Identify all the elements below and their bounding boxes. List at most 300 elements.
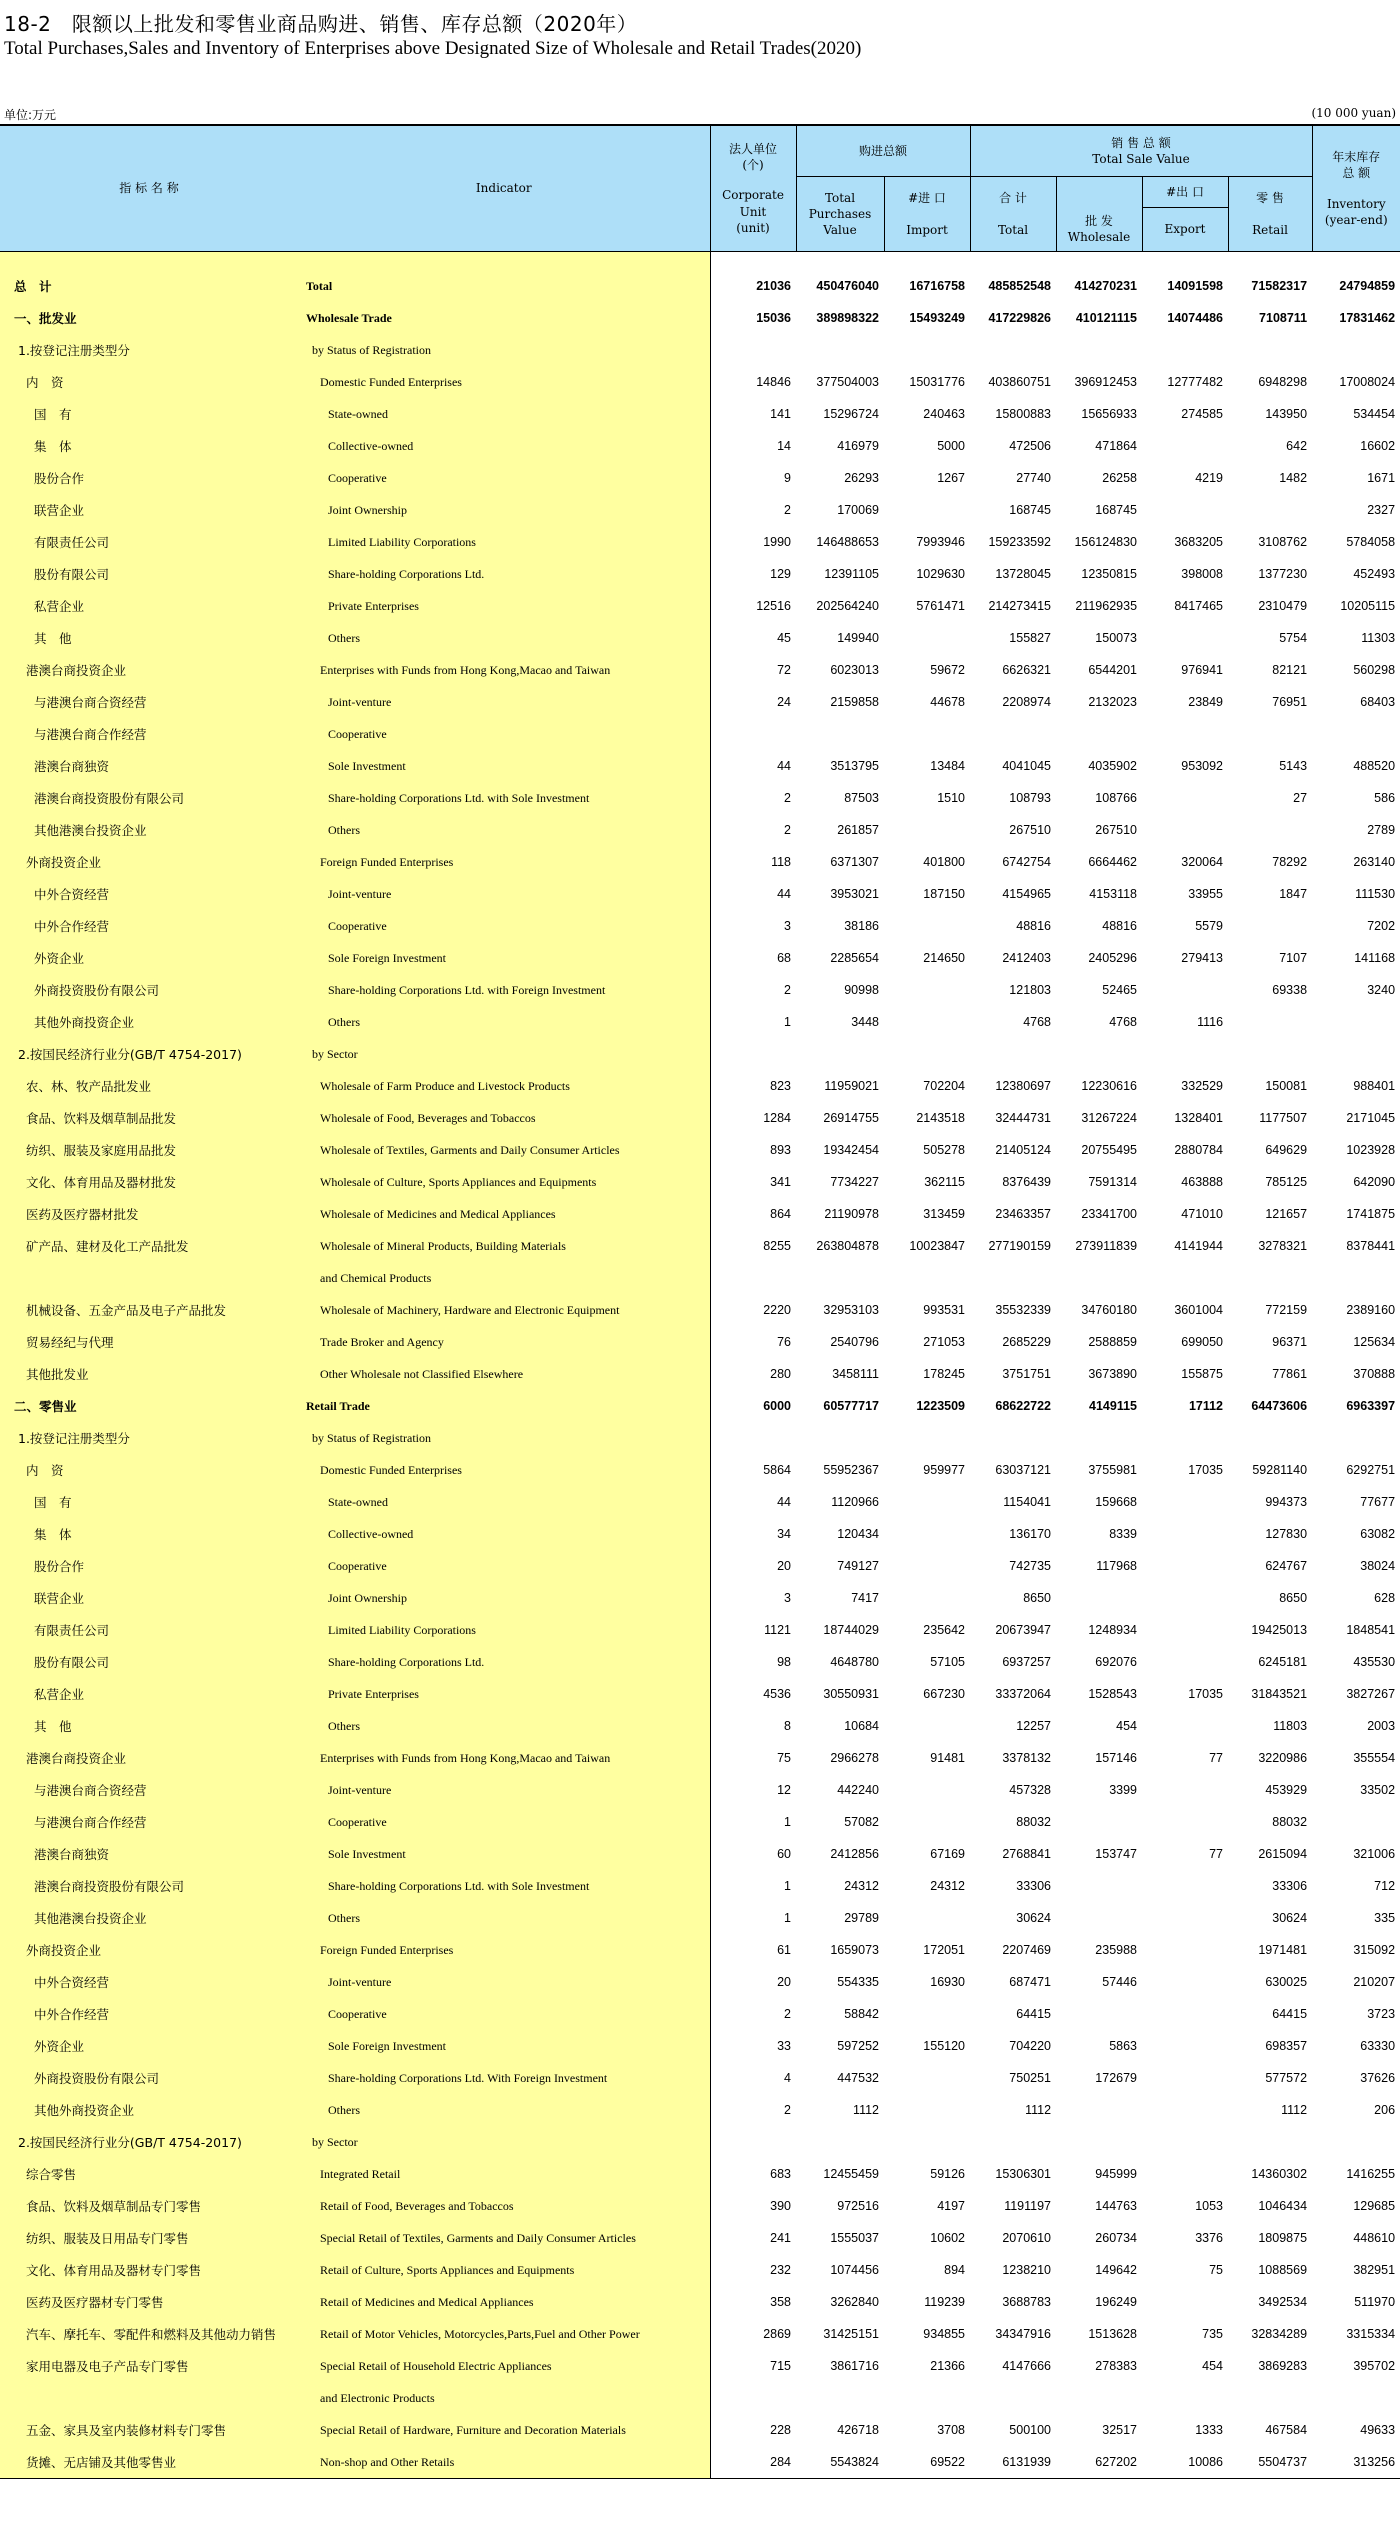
cell-export: 471010	[1181, 1207, 1224, 1221]
table-row	[0, 942, 1400, 974]
cell-purchases-total: 554335	[837, 1975, 879, 1989]
table-row	[0, 494, 1400, 526]
cell-import: 178245	[923, 1367, 966, 1381]
header-sales-cn: 销 售 总 额	[1111, 135, 1171, 150]
cell-export	[1142, 2030, 1228, 2062]
cell-retail: 19425013	[1251, 1623, 1308, 1637]
cell-export: 2880784	[1174, 1143, 1224, 1157]
indicator-cn: 货摊、无店铺及其他零售业	[0, 2446, 298, 2479]
table-row	[0, 1742, 1400, 1774]
cell-retail: 69338	[1272, 983, 1308, 997]
cell-inventory: 1741875	[1346, 1207, 1396, 1221]
cell-inventory: 210207	[1353, 1975, 1396, 1989]
cell-wholesale: 7591314	[1088, 1175, 1138, 1189]
cell-wholesale: 211962935	[1075, 599, 1138, 613]
indicator-cn: 2.按国民经济行业分(GB/T 4754-2017)	[0, 2126, 298, 2158]
table-row	[0, 526, 1400, 558]
cell-retail	[1228, 1038, 1312, 1070]
indicator-cn: 2.按国民经济行业分(GB/T 4754-2017)	[0, 1038, 298, 1070]
indicator-en: Share-holding Corporations Ltd. With Foreign Investment	[298, 2062, 710, 2094]
cell-import	[884, 334, 970, 366]
indicator-en: Foreign Funded Enterprises	[298, 1934, 710, 1966]
cell-corporate-unit: 284	[710, 2446, 796, 2479]
cell-purchases-total: 2966278	[830, 1751, 879, 1765]
cell-sales-total: 15800883	[995, 407, 1052, 421]
cell-corporate-unit: 280	[710, 1358, 796, 1390]
cell-import	[884, 1550, 970, 1582]
cell-corporate-unit: 98	[710, 1646, 796, 1678]
cell-wholesale: 48816	[1102, 919, 1138, 933]
indicator-cn: 内 资	[0, 366, 298, 398]
cell-import	[884, 1262, 970, 1294]
cell-retail: 1377230	[1258, 567, 1308, 581]
cell-export: 463888	[1181, 1175, 1224, 1189]
cell-corporate-unit: 20	[710, 1550, 796, 1582]
cell-retail	[1228, 718, 1312, 750]
indicator-cn: 内 资	[0, 1454, 298, 1486]
cell-wholesale: 2588859	[1088, 1335, 1138, 1349]
cell-inventory: 17831462	[1339, 311, 1396, 325]
cell-import: 959977	[923, 1463, 966, 1477]
cell-export	[1142, 334, 1228, 366]
cell-import: 67169	[930, 1847, 966, 1861]
cell-wholesale: 196249	[1095, 2295, 1138, 2309]
cell-import	[884, 1806, 970, 1838]
indicator-cn: 股份有限公司	[0, 558, 298, 590]
cell-inventory: 1023928	[1346, 1143, 1396, 1157]
indicator-cn: 其他港澳台投资企业	[0, 814, 298, 846]
cell-export: 17035	[1188, 1687, 1224, 1701]
cell-corporate-unit: 232	[710, 2254, 796, 2286]
table-row	[0, 1102, 1400, 1134]
cell-purchases-total: 19342454	[823, 1143, 879, 1157]
cell-purchases-total: 447532	[837, 2071, 879, 2085]
cell-corporate-unit: 2	[710, 494, 796, 526]
cell-inventory: 452493	[1353, 567, 1396, 581]
cell-sales-total	[970, 1262, 1056, 1294]
cell-export	[1142, 494, 1228, 526]
table-row	[0, 462, 1400, 494]
cell-sales-total: 30624	[1016, 1911, 1052, 1925]
cell-retail: 127830	[1265, 1527, 1308, 1541]
cell-import	[884, 1518, 970, 1550]
indicator-cn: 外商投资股份有限公司	[0, 2062, 298, 2094]
cell-inventory: 38024	[1360, 1559, 1396, 1573]
cell-retail: 785125	[1265, 1175, 1308, 1189]
header-retail: 零 售 Retail	[1228, 177, 1312, 252]
table-row	[0, 846, 1400, 878]
cell-retail: 82121	[1272, 663, 1308, 677]
cell-retail: 2615094	[1258, 1847, 1308, 1861]
cell-sales-total: 21405124	[995, 1143, 1052, 1157]
cell-wholesale: 2132023	[1088, 695, 1138, 709]
cell-purchases-total: 55952367	[823, 1463, 879, 1477]
cell-sales-total: 63037121	[995, 1463, 1052, 1477]
cell-export: 8417465	[1174, 599, 1224, 613]
indicator-cn: 港澳台商投资股份有限公司	[0, 782, 298, 814]
table-row	[0, 1838, 1400, 1870]
cell-sales-total: 12380697	[995, 1079, 1052, 1093]
cell-wholesale: 396912453	[1074, 375, 1138, 389]
cell-wholesale	[1056, 1582, 1142, 1614]
cell-import	[884, 910, 970, 942]
cell-corporate-unit: 4	[710, 2062, 796, 2094]
table-row	[0, 366, 1400, 398]
cell-export: 14074486	[1167, 311, 1224, 325]
cell-retail	[1228, 1422, 1312, 1454]
cell-corporate-unit: 21036	[710, 270, 796, 302]
cell-wholesale: 20755495	[1081, 1143, 1138, 1157]
cell-export: 17035	[1188, 1463, 1224, 1477]
cell-import: 57105	[930, 1655, 966, 1669]
table-row	[0, 1070, 1400, 1102]
cell-import	[884, 1486, 970, 1518]
cell-export: 735	[1202, 2327, 1224, 2341]
cell-export: 3683205	[1174, 535, 1224, 549]
cell-export: 3376	[1195, 2231, 1224, 2245]
indicator-en: Domestic Funded Enterprises	[298, 1454, 710, 1486]
cell-export: 953092	[1181, 759, 1224, 773]
indicator-en: Joint Ownership	[298, 494, 710, 526]
cell-inventory: 2327	[1367, 503, 1396, 517]
cell-import: 16930	[930, 1975, 966, 1989]
cell-import: 235642	[923, 1623, 966, 1637]
indicator-en: Cooperative	[298, 910, 710, 942]
cell-import: 15493249	[909, 311, 966, 325]
cell-import: 240463	[923, 407, 966, 421]
cell-corporate-unit: 6000	[710, 1390, 796, 1422]
cell-sales-total: 1154041	[1003, 1495, 1052, 1509]
cell-wholesale: 26258	[1102, 471, 1138, 485]
cell-export: 320064	[1181, 855, 1224, 869]
header-export-en: Export	[1142, 207, 1228, 252]
cell-wholesale: 235988	[1095, 1943, 1138, 1957]
cell-wholesale	[1056, 2126, 1142, 2158]
indicator-en: Wholesale of Mineral Products, Building Materials	[298, 1230, 710, 1262]
cell-inventory: 313256	[1312, 2446, 1400, 2479]
indicator-cn	[0, 2382, 298, 2414]
cell-corporate-unit: 1121	[710, 1614, 796, 1646]
cell-export: 5579	[1195, 919, 1224, 933]
cell-retail	[1228, 1262, 1312, 1294]
cell-purchases-total: 60577717	[823, 1399, 879, 1413]
cell-sales-total: 1191197	[1004, 2199, 1052, 2213]
cell-purchases-total: 2540796	[830, 1335, 879, 1349]
indicator-en: Cooperative	[298, 718, 710, 750]
indicator-cn: 二、零售业	[0, 1390, 298, 1422]
indicator-en: Enterprises with Funds from Hong Kong,Macao and Taiwan	[298, 654, 710, 686]
cell-wholesale: 6544201	[1088, 663, 1138, 677]
table-title-en: Total Purchases,Sales and Inventory of Enterprises above Designated Size of Wholesale and Retail Trades(2020)	[4, 38, 862, 59]
cell-inventory: 24794859	[1339, 279, 1396, 293]
cell-import: 5000	[937, 439, 966, 453]
cell-import: 271053	[923, 1335, 966, 1349]
table-row	[0, 1678, 1400, 1710]
indicator-en: Retail of Culture, Sports Appliances and Equipments	[298, 2254, 710, 2286]
cell-sales-total: 2070610	[1002, 2231, 1052, 2245]
cell-purchases-total: 3458111	[832, 1367, 879, 1381]
cell-export	[1142, 2062, 1228, 2094]
cell-import	[884, 622, 970, 654]
cell-retail: 33306	[1272, 1879, 1308, 1893]
cell-export: 699050	[1181, 1335, 1224, 1349]
indicator-en: Joint-venture	[298, 686, 710, 718]
table-row	[0, 686, 1400, 718]
cell-sales-total: 8376439	[1002, 1175, 1052, 1189]
cell-sales-total: 15306301	[995, 2167, 1052, 2181]
cell-sales-total	[970, 1038, 1056, 1070]
cell-sales-total: 2207469	[1002, 1943, 1052, 1957]
cell-import: 1223509	[916, 1399, 966, 1413]
cell-inventory: 355554	[1353, 1751, 1396, 1765]
cell-purchases-total: 263804878	[816, 1239, 879, 1253]
cell-wholesale	[1056, 1038, 1142, 1070]
indicator-cn: 集 体	[0, 1518, 298, 1550]
cell-import	[884, 1998, 970, 2030]
table-body	[0, 252, 1400, 2479]
cell-retail: 624767	[1265, 1559, 1308, 1573]
table-row	[0, 1166, 1400, 1198]
indicator-cn: 综合零售	[0, 2158, 298, 2190]
cell-inventory: 315092	[1353, 1943, 1396, 1957]
cell-purchases-total: 3448	[851, 1015, 879, 1029]
cell-sales-total: 4147666	[1002, 2359, 1052, 2373]
indicator-cn: 联营企业	[0, 494, 298, 526]
cell-export	[1142, 2158, 1228, 2190]
cell-purchases-total: 261857	[837, 823, 879, 837]
cell-wholesale	[1056, 1262, 1142, 1294]
cell-retail: 78292	[1272, 855, 1308, 869]
cell-export	[1142, 2094, 1228, 2126]
cell-corporate-unit: 33	[710, 2030, 796, 2062]
cell-retail: 1177507	[1259, 1111, 1308, 1125]
cell-export	[1142, 622, 1228, 654]
cell-corporate-unit: 893	[710, 1134, 796, 1166]
cell-export	[1142, 1614, 1228, 1646]
indicator-en: by Status of Registration	[298, 334, 710, 366]
cell-sales-total: 136170	[1009, 1527, 1052, 1541]
table-row	[0, 1390, 1400, 1422]
cell-export: 1053	[1195, 2199, 1224, 2213]
cell-export: 77	[1209, 1847, 1224, 1861]
cell-inventory: 988401	[1353, 1079, 1396, 1093]
indicator-en: Private Enterprises	[298, 1678, 710, 1710]
cell-retail	[1228, 2126, 1312, 2158]
cell-sales-total: 2768841	[1002, 1847, 1052, 1861]
cell-wholesale	[1056, 1422, 1142, 1454]
cell-retail: 6948298	[1258, 375, 1308, 389]
cell-sales-total: 88032	[1016, 1815, 1052, 1829]
cell-import: 4197	[937, 2199, 966, 2213]
cell-inventory: 435530	[1353, 1655, 1396, 1669]
cell-purchases-total: 10684	[844, 1719, 879, 1733]
table-row	[0, 334, 1400, 366]
cell-sales-total: 6937257	[1002, 1655, 1052, 1669]
indicator-en: Joint-venture	[298, 878, 710, 910]
cell-wholesale: 108766	[1095, 791, 1138, 805]
header-inventory	[1312, 125, 1400, 252]
cell-purchases-total: 2159858	[830, 695, 879, 709]
cell-inventory: 129685	[1353, 2199, 1396, 2213]
table-row	[0, 1582, 1400, 1614]
indicator-en: by Sector	[298, 2126, 710, 2158]
indicator-cn: 集 体	[0, 430, 298, 462]
cell-inventory: 141168	[1354, 951, 1396, 965]
indicator-cn: 与港澳台商合作经营	[0, 1806, 298, 1838]
indicator-cn: 股份合作	[0, 462, 298, 494]
table-row	[0, 750, 1400, 782]
indicator-en: Others	[298, 1902, 710, 1934]
cell-import: 15031776	[909, 375, 966, 389]
cell-retail: 30624	[1272, 1911, 1308, 1925]
cell-import: 993531	[923, 1303, 966, 1317]
cell-import: 1267	[937, 471, 966, 485]
cell-export	[1142, 974, 1228, 1006]
cell-export	[1142, 1582, 1228, 1614]
indicator-en: Special Retail of Hardware, Furniture and Decoration Materials	[298, 2414, 710, 2446]
indicator-cn: 外商投资企业	[0, 846, 298, 878]
indicator-cn: 农、林、牧产品批发业	[0, 1070, 298, 1102]
table-row	[0, 2158, 1400, 2190]
table-row	[0, 1198, 1400, 1230]
cell-sales-total: 214273415	[988, 599, 1052, 613]
cell-inventory: 2389160	[1346, 1303, 1396, 1317]
cell-import: 667230	[923, 1687, 966, 1701]
indicator-cn: 港澳台商投资企业	[0, 654, 298, 686]
cell-export: 976941	[1181, 663, 1224, 677]
cell-retail: 649629	[1265, 1143, 1308, 1157]
cell-import: 702204	[923, 1079, 966, 1093]
header-inv-cn: 年末库存 总 额	[1332, 150, 1381, 181]
cell-inventory: 1671	[1367, 471, 1396, 485]
cell-inventory: 11303	[1361, 631, 1396, 645]
cell-wholesale: 4035902	[1088, 759, 1138, 773]
cell-purchases-total: 146488653	[816, 535, 879, 549]
cell-wholesale: 159668	[1095, 1495, 1138, 1509]
table-row	[0, 1454, 1400, 1486]
indicator-cn: 其 他	[0, 1710, 298, 1742]
cell-purchases-total	[796, 1038, 884, 1070]
cell-purchases-total: 389898322	[816, 311, 879, 325]
cell-sales-total: 68622722	[995, 1399, 1052, 1413]
indicator-cn: 港澳台商投资股份有限公司	[0, 1870, 298, 1902]
cell-export	[1142, 1550, 1228, 1582]
statistics-table	[0, 124, 1400, 2479]
cell-corporate-unit	[710, 1422, 796, 1454]
cell-corporate-unit: 72	[710, 654, 796, 686]
cell-purchases-total	[796, 2382, 884, 2414]
cell-export	[1142, 2382, 1228, 2414]
cell-export	[1142, 782, 1228, 814]
cell-import	[884, 2062, 970, 2094]
indicator-en: Private Enterprises	[298, 590, 710, 622]
cell-export	[1142, 1902, 1228, 1934]
indicator-en: Joint Ownership	[298, 1582, 710, 1614]
cell-corporate-unit: 9	[710, 462, 796, 494]
indicator-en: Others	[298, 2094, 710, 2126]
indicator-cn: 纺织、服装及家庭用品批发	[0, 1134, 298, 1166]
cell-sales-total: 704220	[1009, 2039, 1052, 2053]
header-purchases-group: 购进总额	[796, 125, 970, 177]
cell-retail: 96371	[1272, 1335, 1308, 1349]
indicator-en: Special Retail of Household Electric Appliances	[298, 2350, 710, 2382]
cell-purchases-total: 29789	[844, 1911, 879, 1925]
cell-import: 401800	[923, 855, 966, 869]
indicator-en: Others	[298, 1006, 710, 1038]
cell-inventory: 6292751	[1346, 1463, 1396, 1477]
cell-sales-total: 27740	[1016, 471, 1052, 485]
cell-export: 75	[1209, 2263, 1224, 2277]
table-row	[0, 1006, 1400, 1038]
cell-wholesale: 267510	[1095, 823, 1138, 837]
cell-inventory	[1312, 2126, 1400, 2158]
cell-inventory: 642090	[1353, 1175, 1396, 1189]
indicator-en: Share-holding Corporations Ltd. with Foreign Investment	[298, 974, 710, 1006]
cell-retail: 143950	[1265, 407, 1308, 421]
indicator-cn: 医药及医疗器材专门零售	[0, 2286, 298, 2318]
indicator-en: Wholesale of Textiles, Garments and Daily Consumer Articles	[298, 1134, 710, 1166]
cell-purchases-total: 58842	[844, 2007, 879, 2021]
indicator-cn: 国 有	[0, 398, 298, 430]
cell-import	[884, 718, 970, 750]
cell-wholesale	[1056, 2382, 1142, 2414]
cell-export: 17112	[1188, 1399, 1224, 1413]
cell-sales-total: 403860751	[988, 375, 1052, 389]
indicator-cn: 其他港澳台投资企业	[0, 1902, 298, 1934]
cell-corporate-unit	[710, 2126, 796, 2158]
cell-corporate-unit: 12516	[710, 590, 796, 622]
indicator-cn: 中外合资经营	[0, 1966, 298, 1998]
cell-sales-total: 742735	[1009, 1559, 1052, 1573]
indicator-cn: 有限责任公司	[0, 526, 298, 558]
cell-purchases-total: 442240	[837, 1783, 879, 1797]
cell-wholesale: 168745	[1095, 503, 1138, 517]
indicator-en: Retail Trade	[298, 1390, 710, 1422]
cell-wholesale	[1056, 1806, 1142, 1838]
cell-retail: 1088569	[1258, 2263, 1308, 2277]
cell-wholesale: 156124830	[1074, 535, 1138, 549]
cell-import: 2143518	[916, 1111, 966, 1125]
cell-export: 3601004	[1174, 1303, 1224, 1317]
cell-sales-total: 32444731	[995, 1111, 1052, 1125]
cell-purchases-total: 3262840	[830, 2295, 879, 2309]
cell-purchases-total: 90998	[844, 983, 879, 997]
cell-import: 7993946	[916, 535, 966, 549]
cell-import: 10602	[930, 2231, 966, 2245]
cell-import	[884, 1582, 970, 1614]
table-row	[0, 590, 1400, 622]
cell-corporate-unit: 8	[710, 1710, 796, 1742]
cell-inventory: 382951	[1353, 2263, 1396, 2277]
table-row	[0, 2030, 1400, 2062]
cell-wholesale: 1248934	[1088, 1623, 1138, 1637]
cell-corporate-unit: 45	[710, 622, 796, 654]
cell-corporate-unit: 1284	[710, 1102, 796, 1134]
cell-export: 1116	[1197, 1015, 1224, 1029]
cell-corporate-unit: 1	[710, 1870, 796, 1902]
cell-sales-total: 4154965	[1002, 887, 1052, 901]
cell-export	[1142, 1518, 1228, 1550]
cell-retail: 1847	[1279, 887, 1308, 901]
cell-sales-total: 472506	[1009, 439, 1052, 453]
cell-corporate-unit: 864	[710, 1198, 796, 1230]
cell-purchases-total: 202564240	[816, 599, 879, 613]
cell-inventory: 111530	[1355, 887, 1396, 901]
indicator-en: Joint-venture	[298, 1966, 710, 1998]
cell-import: 59672	[930, 663, 966, 677]
cell-import	[884, 1038, 970, 1070]
cell-import: 1510	[937, 791, 966, 805]
